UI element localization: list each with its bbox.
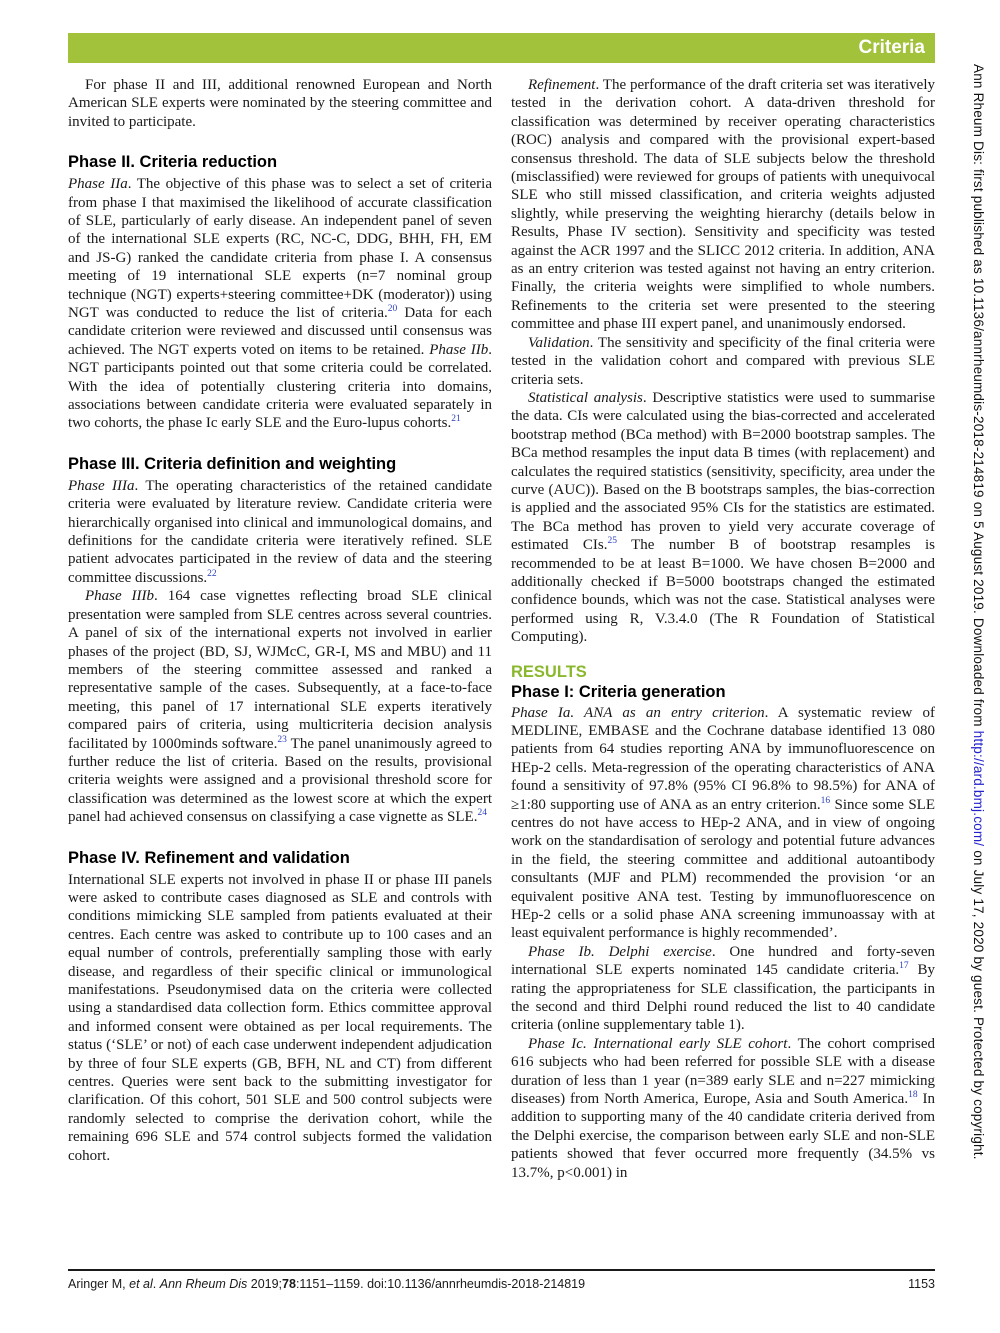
banner-text-after: on July 17, 2020 by guest. Protected by copyright. [971,846,986,1160]
text-run: Since some SLE centres do not have access to HEp-2 ANA, and in view of ongoing work on the standardisation of serology and potential future advances in the field, the steering committee and additional autoantibody consultants (MJF and PLM) recommended the provision ‘or an equivalent positive ANA test. Testing by immunofluorescence on HEp-2 cells or a solid phase ANA screening immunoassay with at least equivalent performance is highly recommended’. [511,796,935,942]
paragraph [511,334,935,389]
reference-superscript-link[interactable]: 20 [387,304,398,315]
text-run: et al [129,1277,153,1291]
text-run: Validation [528,334,590,351]
text-run: . [152,1277,160,1291]
text-run: 78 [282,1277,296,1291]
text-run: By rating the appropriateness for SLE classification, the participants in the second and third Delphi round reduced the list to 40 candidate criteria (online supplementary table 1). [511,962,935,1034]
banner-text-before: Ann Rheum Dis: first published as 10.1136/annrheumdis-2018-214819 on 5 August 2019. Downloaded from [971,64,986,731]
footer-divider [68,1269,935,1271]
paragraph [511,76,935,334]
left-column [68,76,492,1182]
results-heading: RESULTS [511,662,587,681]
text-run: Phase IIa [68,176,128,193]
banner-url-link[interactable]: http://ard.bmj.com/ [971,730,986,847]
section-heading: Phase III. Criteria definition and weighting [68,454,397,473]
text-run: Refinement [528,77,596,93]
text-run: The panel unanimously agreed to further reduce the list of criteria. Based on the results, provisional criteria weights were assigned and a provisional threshold score for classification was determined as the lowest score at which the expert panel had achieved consensus on classifying a case vignette as SLE. [68,735,492,826]
text-run: . The performance of the draft criteria set was iteratively tested in the derivation cohort. A data-driven threshold for classification was determined by receiver operating characteristics (ROC) analysis and compared with the provisional expert-based consensus threshold. The data of SLE subjects below the threshold (misclassified) were reviewed for groups of patients with unequivocal SLE who still missed classification, and criteria weights adjusted slightly, while preserving the weighting hierarchy (details below in Results, Phase IV section). Sensitivity and specificity was tested against the ACR 1997 and the SLICC 2012 criteria. In addition, ANA as an entry criterion was tested against not having an entry criterion. Finally, the criteria weights were simplified to whole numbers. Refinements to the criteria set were presented to the steering committee and phase III expert panel, and unanimously endorsed. [511,77,935,333]
text-run: . One hundred and forty-seven international SLE experts nominated 145 candidate criteria. [511,943,935,979]
text-run: Ann Rheum Dis [159,1277,248,1291]
paragraph [68,76,492,131]
section-heading: Phase II. Criteria reduction [68,153,278,172]
text-run: 2019; [247,1277,283,1291]
section-banner-label: Criteria [858,37,925,58]
paragraph [511,389,935,647]
reference-superscript-link[interactable]: 25 [607,536,617,547]
vertical-journal-banner [956,64,986,1304]
reference-superscript-link[interactable]: 21 [451,414,461,425]
text-run: :1151–1159. doi:10.1136/annrheumdis-2018-214819 [295,1277,586,1291]
text-run: In addition to supporting many of the 40 candidate criteria derived from the Delphi exercise, the comparison between early SLE and non-SLE patients showed that fever occurred more frequently (34.5% vs 13.7%, p<0.001) in [511,1091,935,1181]
text-run: For phase II and III, additional renowned European and North American SLE experts were nominated by the steering committee and invited to participate. [68,77,492,130]
text-run: . Descriptive statistics were used to summarise the data. CIs were calculated using the bias-corrected and accelerated bootstrap method (BCa method) with B=2000 bootstrap samples. The BCa method resamples the input data B times (with replacement) and calculates the required statistics (sensitivity, specificity, area under the curve (AUC)). Based on the B bootstraps samples, the bias-correction is applied and the associated 95% CIs for the statistics are estimated. The BCa method has proven to yield very accurate coverage of estimated CIs. [511,389,935,554]
article-body [68,76,935,1182]
paragraph [511,1035,935,1182]
text-run: . A systematic review of MEDLINE, EMBASE and the Cochrane database identified 13 080 patients from 64 studies reporting ANA by immunofluorescence on HEp-2 cells. Meta-regression of the operating characteristics of ANA found a sensitivity of 97.8% (95% CI 96.8% to 98.5%) for ANA of ≥1:80 supporting use of ANA as an entry criterion. [511,704,935,813]
text-run: Phase Ib. Delphi exercise [528,943,712,960]
text-run: Statistical analysis [528,389,643,406]
reference-superscript-link[interactable]: 17 [899,961,909,972]
text-run: Phase IIIa [68,477,135,494]
paragraph [511,943,935,1035]
text-run: . NGT participants pointed out that some criteria could be correlated. With the idea of potentially clustering criteria into domains, associations between candidate criteria were evaluated separately in two cohorts, the phase Ic early SLE and the Euro-lupus cohorts. [68,341,493,432]
text-run: Phase Ia. ANA as an entry criterion [511,704,765,721]
text-run: Aringer M, [68,1277,130,1291]
paragraph [68,477,492,587]
text-run: Phase IIb [429,341,489,358]
text-run: . The operating characteristics of the retained candidate criteria were evaluated by literature review. Candidate criteria were hierarchically organised into clinical and immunological domains, and definitions for the candidate criteria were iteratively refined. SLE patient advocates participated in the review of data and the steering committee discussions. [68,477,492,586]
reference-superscript-link[interactable]: 23 [277,734,287,745]
text-run: Phase IIIb [85,588,155,605]
reference-superscript-link[interactable]: 22 [207,568,217,579]
right-column [511,76,935,1182]
page-number: 1153 [908,1277,935,1291]
reference-superscript-link[interactable]: 24 [477,808,487,819]
text-run: . 164 case vignettes reflecting broad SLE clinical presentation were sampled from SLE centres across several countries. A panel of six of the international experts not involved in earlier phases of the project (BD, SJ, WJMcC, GR-I, MS and MBU) and 11 members of the steering committee assessed and ranked a representative sample of the cases. Subsequently, at a face-to-face meeting, this panel of 17 international SLE experts iteratively compared pairs of criteria, using multicriteria decision analysis facilitated by 1000minds software. [68,588,492,752]
text-run: International SLE experts not involved in phase II or phase III panels were asked to contribute cases diagnosed as SLE and controls with conditions mimicking SLE sampled from patients evaluated at their centres. Each centre was asked to contribute up to 100 cases and an equal number of controls, preferentially sampling those with early disease, and regardless of their specific clinical or immunological manifestations. Pseudonymised data on the criteria were collected using a standardised data collection form. Ethics committee approval and informed consent were obtained as per local requirements. The status (‘SLE’ or not) of each case underwent independent adjudication by three of four SLE experts (GB, BFH, NL and CT) from different centres. Queries were sent back to the submitting investigator for clarification. Of this cohort, 501 SLE and 500 control subjects were randomly selected to comprise the derivation cohort, while the remaining 696 SLE and 574 control subjects formed the validation cohort. [68,871,492,1164]
section-heading: Phase IV. Refinement and validation [68,848,350,867]
footer [68,1277,935,1291]
text-run: The number B of bootstrap resamples is recommended to be at least B=1000. We have chosen B=2000 and additionally checked if B=5000 bootstraps changed the estimated confidence bounds, which was not the case. Statistical analyses were performed using R, V.3.4.0 (The R Foundation of Statistical Computing). [511,537,935,646]
text-run: . The objective of this phase was to select a set of criteria from phase I that maximised the likelihood of accurate classification of SLE, particularly of early disease. An independent panel of seven of the international SLE experts (RC, NC-C, DDG, BHH, FH, EM and JS-G) ranked the candidate criteria from phase I. A consensus meeting of 19 international SLE experts (n=7 nominal group technique (NGT) experts+steering committee+DK (moderator)) using NGT was conducted to reduce the list of criteria. [68,176,492,322]
paragraph [511,704,935,943]
paragraph [68,871,492,1166]
paragraph [68,175,492,433]
text-run: . The sensitivity and specificity of the final criteria were tested in the validation cohort and compared with previous SLE criteria sets. [511,334,935,388]
section-banner [68,33,935,63]
text-run: Data for each candidate criterion were reviewed and discussed until consensus was achieved. The NGT experts voted on items to be retained. [68,305,493,358]
paragraph [68,587,492,826]
text-run: . The cohort comprised 616 subjects who had been referred for possible SLE with a disease duration of less than 1 year (n=389 early SLE and n=227 mimicking diseases) from North America, Europe, Asia and South America. [511,1035,935,1108]
reference-superscript-link[interactable]: 18 [908,1090,918,1101]
text-run: Phase Ic. International early SLE cohort [528,1035,788,1052]
reference-superscript-link[interactable]: 16 [820,795,831,806]
citation [68,1277,585,1291]
section-heading: Phase I: Criteria generation [511,682,726,701]
